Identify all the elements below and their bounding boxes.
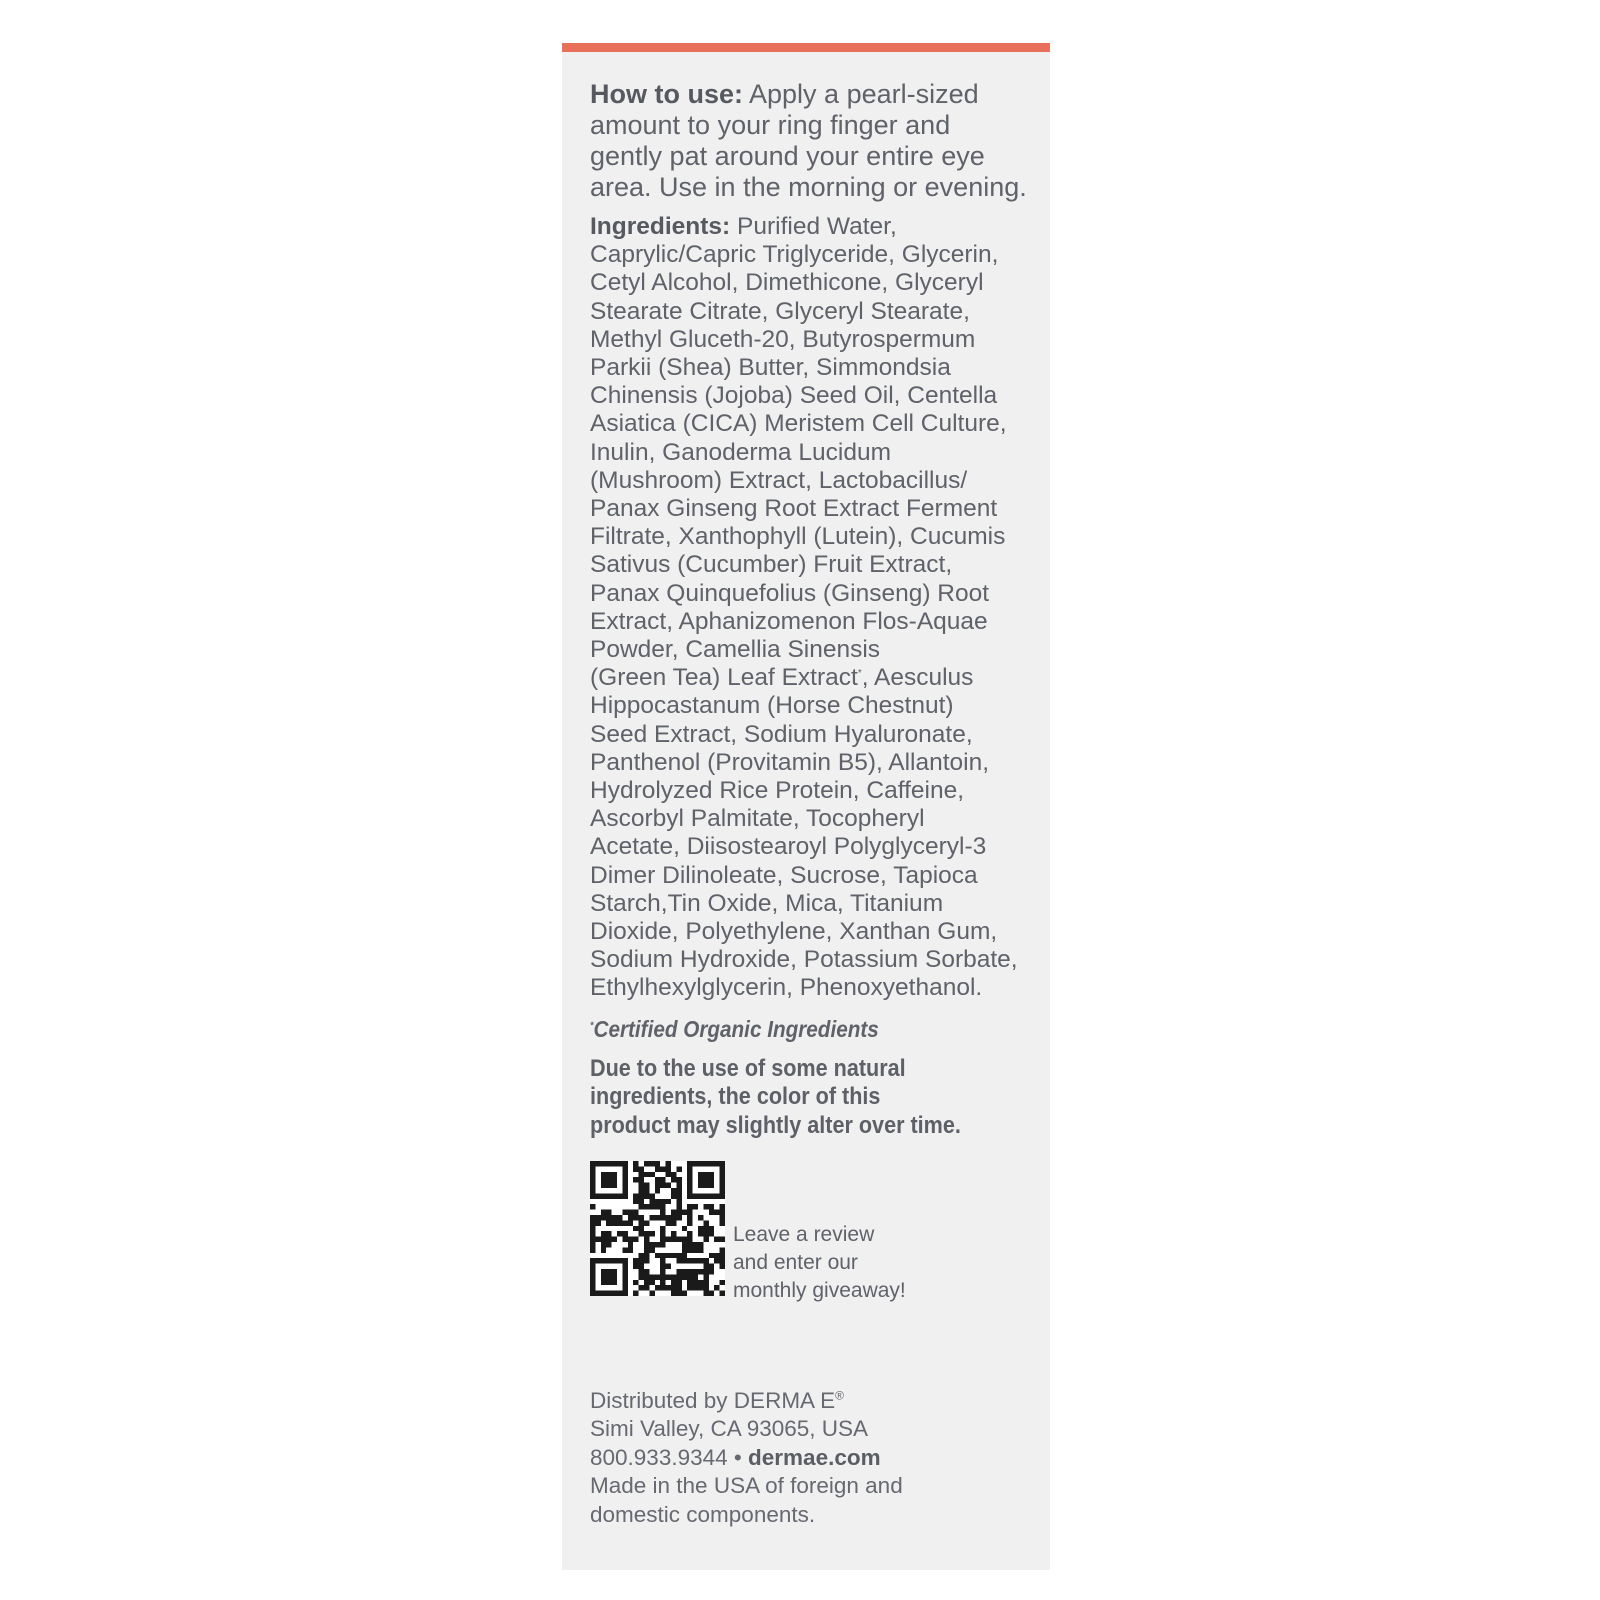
registered-mark: ® [835, 1388, 844, 1403]
ingredients-line: Stearate Citrate, Glyceryl Stearate, [590, 297, 970, 325]
ingredients-line: Inulin, Ganoderma Lucidum [590, 438, 891, 466]
ingredients-line: Starch,Tin Oxide, Mica, Titanium [590, 889, 944, 917]
ingredients-line: Dioxide, Polyethylene, Xanthan Gum, [590, 918, 998, 946]
distributor-info [590, 1387, 903, 1529]
review-section [590, 1161, 1040, 1301]
how-to-use-line: amount to your ring finger and [590, 110, 951, 140]
ingredients-line: Ethylhexylglycerin, Phenoxyethanol. [590, 974, 983, 1002]
origin-line: domestic components. [590, 1501, 816, 1527]
organic-note [590, 1016, 995, 1043]
how-to-use-label: How to use: [590, 79, 743, 109]
ingredients-line: Extract, Aphanizomenon Flos-Aquae [590, 607, 988, 635]
ingredients-line: Chinensis (Jojoba) Seed Oil, Centella [590, 382, 998, 410]
bullet-separator: • [727, 1444, 749, 1470]
review-line: monthly giveaway! [733, 1279, 906, 1302]
accent-stripe [562, 43, 1050, 52]
ingredients-line: Hydrolyzed Rice Protein, Caffeine, [590, 777, 965, 805]
ingredients-line: Methyl Gluceth-20, Butyrospermum [590, 325, 976, 353]
ingredients-label: Ingredients: [590, 213, 731, 240]
ingredients-line: Sodium Hydroxide, Potassium Sorbate, [590, 946, 1018, 974]
product-label-panel [562, 43, 1050, 1570]
how-to-use-line: area. Use in the morning or evening. [590, 172, 1027, 202]
organic-note-asterisk: * [590, 1020, 594, 1032]
color-notice-line: ingredients, the color of this [590, 1083, 881, 1111]
label-content [590, 79, 1040, 1140]
review-line: Leave a review [733, 1223, 875, 1246]
distributor-phone: 800.933.9344 [590, 1444, 728, 1470]
ingredients-line: Panax Ginseng Root Extract Ferment [590, 495, 998, 523]
ingredients-line: Asiatica (CICA) Meristem Cell Culture, [590, 410, 1007, 438]
ingredients-line: Ascorbyl Palmitate, Tocopheryl [590, 805, 925, 833]
distributor-address: Simi Valley, CA 93065, USA [590, 1416, 869, 1442]
review-line: and enter our [733, 1251, 858, 1274]
ingredients-line: Hippocastanum (Horse Chestnut) [590, 692, 954, 720]
ingredients-section [590, 213, 1040, 1003]
how-to-use-line: Apply a pearl-sized [743, 79, 979, 109]
ingredients-line: Acetate, Diisostearoyl Polyglyceryl-3 [590, 833, 987, 861]
ingredients-line: Filtrate, Xanthophyll (Lutein), Cucumis [590, 523, 1006, 551]
ingredients-line: Panax Quinquefolius (Ginseng) Root [590, 579, 990, 607]
ingredients-line: (Mushroom) Extract, Lactobacillus/ [590, 466, 968, 494]
how-to-use-section [590, 79, 1040, 203]
color-notice-line: product may slightly alter over time. [590, 1111, 961, 1139]
review-text [733, 1221, 906, 1305]
ingredients-line: Powder, Camellia Sinensis [590, 636, 881, 664]
distributor-line: Distributed by DERMA E [590, 1388, 836, 1413]
website-link[interactable]: dermae.com [748, 1444, 881, 1470]
ingredients-line: (Green Tea) Leaf Extract [590, 664, 858, 692]
ingredients-line: Seed Extract, Sodium Hyaluronate, [590, 720, 973, 748]
how-to-use-line: gently pat around your entire eye [590, 141, 985, 171]
origin-line: Made in the USA of foreign and [590, 1473, 903, 1499]
ingredients-line: Cetyl Alcohol, Dimethicone, Glyceryl [590, 269, 984, 297]
ingredients-line: , Aesculus [861, 664, 974, 692]
ingredients-line: Caprylic/Capric Triglyceride, Glycerin, [590, 241, 999, 269]
organic-asterisk: * [857, 668, 862, 680]
qr-code-icon[interactable] [590, 1161, 725, 1296]
ingredients-line: Dimer Dilinoleate, Sucrose, Tapioca [590, 861, 978, 889]
ingredients-line: Parkii (Shea) Butter, Simmondsia [590, 354, 951, 382]
ingredients-line: Purified Water, [730, 213, 897, 240]
color-notice [590, 1055, 1040, 1141]
color-notice-line: Due to the use of some natural [590, 1054, 906, 1082]
organic-note-text: Certified Organic Ingredients [593, 1015, 879, 1042]
ingredients-line: Panthenol (Provitamin B5), Allantoin, [590, 748, 990, 776]
ingredients-line: Sativus (Cucumber) Fruit Extract, [590, 551, 953, 579]
